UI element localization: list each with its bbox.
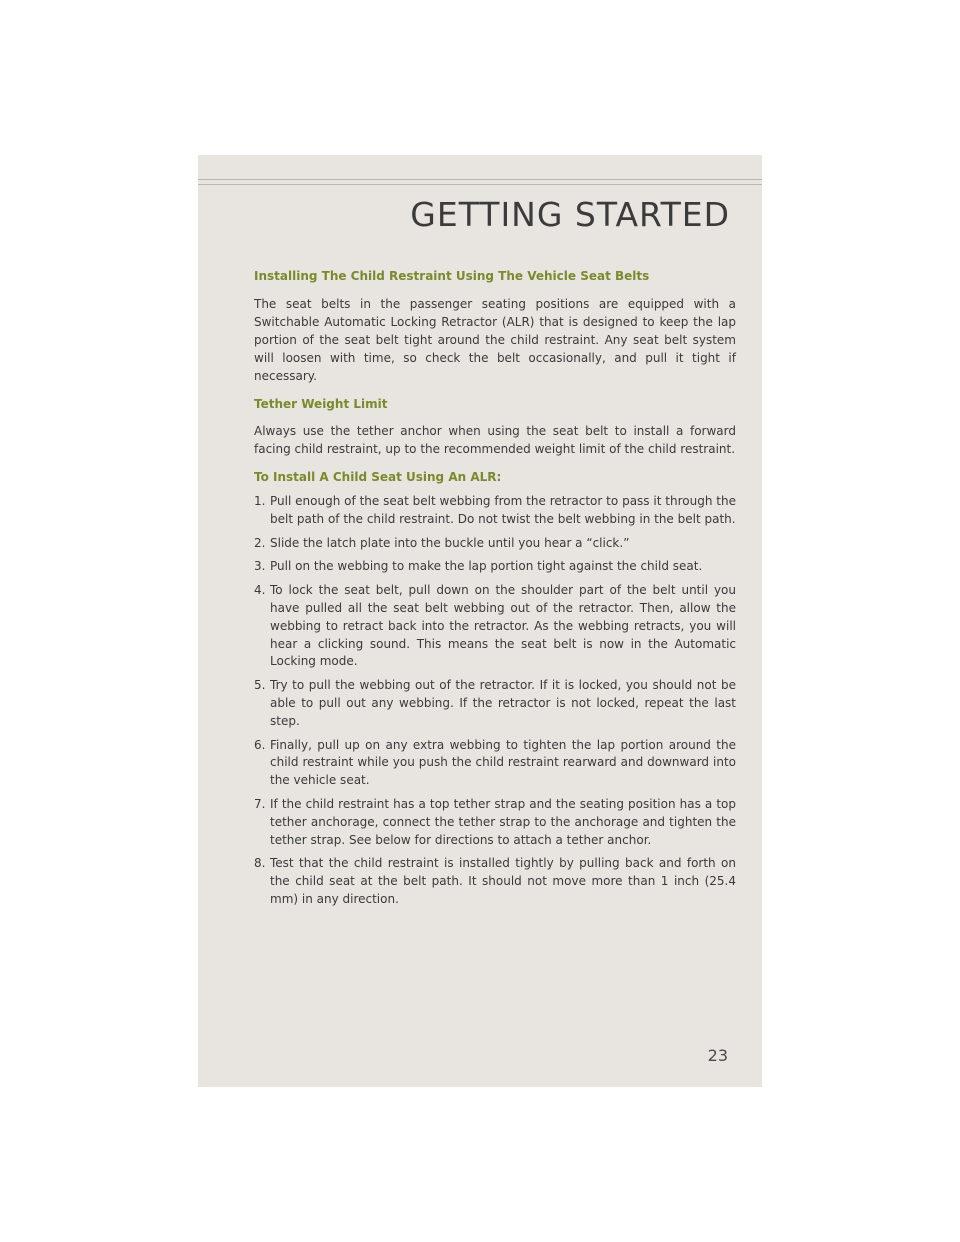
list-item <box>254 558 736 576</box>
list-item <box>254 737 736 790</box>
list-item <box>254 535 736 553</box>
heading-installing-child-restraint: Installing The Child Restraint Using The Vehicle Seat Belts <box>254 269 650 283</box>
list-item <box>254 493 736 529</box>
install-steps-list <box>254 493 736 909</box>
section-title: GETTING STARTED <box>410 195 730 234</box>
list-item <box>254 855 736 908</box>
step-text: Try to pull the webbing out of the retractor. If it is locked, you should not be able to pull out any webbing. If the retractor is not locked, repeat the last step. <box>270 678 736 728</box>
list-item <box>254 582 736 671</box>
step-number: 8. <box>254 856 266 871</box>
step-number: 1. <box>254 494 266 508</box>
header-rule-bottom <box>198 184 762 185</box>
step-number: 7. <box>254 796 266 811</box>
step-number: 2. <box>254 535 266 550</box>
step-number: 4. <box>254 583 266 598</box>
paragraph-tether-weight-limit: Always use the tether anchor when using the seat belt to install a forward facing child restraint, up to the recommended weight limit of the child restraint. <box>254 424 736 456</box>
list-item <box>254 796 736 849</box>
step-number: 6. <box>254 737 266 752</box>
page-content <box>254 268 736 915</box>
page-number: 23 <box>707 1046 728 1065</box>
step-text: To lock the seat belt, pull down on the shoulder part of the belt until you have pulled all the seat belt webbing out of the retractor. Then, allow the webbing to retract back into the retractor. As the webbing retracts, you will hear a clicking sound. This means the seat belt is now in the Automatic Locking mode. <box>270 583 736 669</box>
step-text: Pull enough of the seat belt webbing from the retractor to pass it through the belt path of the child restraint. Do not twist the belt webbing in the belt path. <box>270 494 736 526</box>
heading-install-using-alr: To Install A Child Seat Using An ALR: <box>254 470 502 484</box>
step-text: Test that the child restraint is installed tightly by pulling back and forth on the child seat at the belt path. It should not move more than 1 inch (25.4 mm) in any direction. <box>270 856 736 906</box>
step-text: If the child restraint has a top tether strap and the seating position has a top tether anchorage, connect the tether strap to the anchorage and tighten the tether strap. See below for directions to attach a tether anchor. <box>270 796 736 847</box>
paragraph-seat-belts: The seat belts in the passenger seating positions are equipped with a Switchable Automatic Locking Retractor (ALR) that is designed to keep the lap portion of the seat belt tight around the child restraint. Any seat belt system will loosen with time, so check the belt occasionally, and pull it tight if necessary. <box>254 297 736 383</box>
header-rule-top <box>198 179 762 180</box>
step-number: 3. <box>254 559 266 574</box>
heading-tether-weight-limit: Tether Weight Limit <box>254 397 388 411</box>
list-item <box>254 677 736 730</box>
manual-page <box>198 155 762 1087</box>
step-text: Finally, pull up on any extra webbing to tighten the lap portion around the child restraint while you push the child restraint rearward and downward into the vehicle seat. <box>270 737 736 788</box>
step-text: Pull on the webbing to make the lap portion tight against the child seat. <box>270 559 703 574</box>
step-text: Slide the latch plate into the buckle until you hear a “click.” <box>270 535 630 550</box>
step-number: 5. <box>254 678 266 693</box>
